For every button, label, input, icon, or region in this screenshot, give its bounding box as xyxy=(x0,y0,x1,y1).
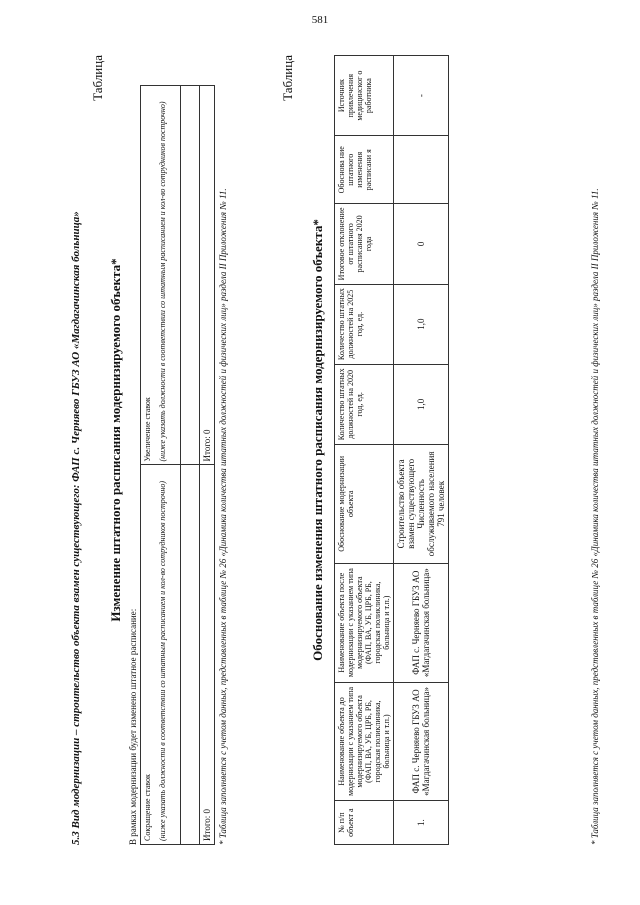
staff-justification-table xyxy=(334,55,449,845)
section-title: 5.3 Вид модернизации – строительство объекта взамен существующего: ФАП с. Черняево ГБУЗ АО «Магдагачинская больница» xyxy=(70,211,82,845)
increase-note: (ниже указать должности в соответствии со штатным расписанием и кол-во сотрудников построчно) xyxy=(158,101,167,462)
col-header: Обоснование модернизации объекта xyxy=(335,444,394,563)
reduction-note: (ниже указать должности в соответствии со штатным расписанием и кол-во сотрудников построчно) xyxy=(158,481,167,841)
col-header: Наименование объекта после модернизации с указанием типа модернизируемого объекта (ФАП, ВА, УБ, ЦРБ, РБ, городская поликлиника, больница и т.п.) xyxy=(335,563,394,682)
table2-footnote: * Таблица заполняется с учетом данных, представленных в таблице № 26 «Динамика количества штатных должностей и физических лиц» раздела II Приложения № 11. xyxy=(590,188,600,845)
justification xyxy=(394,136,449,204)
reduction-header: Сокращение ставок xyxy=(143,774,152,841)
worker-source: - xyxy=(394,56,449,136)
table2-heading: Обоснование изменения штатного расписания модернизируемого объекта* xyxy=(310,219,325,661)
table1-intro: В рамках модернизации будет изменено штатное расписание: xyxy=(128,608,138,845)
empty-cell xyxy=(181,86,200,466)
table2-label: Таблица xyxy=(280,55,295,101)
modernization-reason: Строительство объекта взамен существующего Численность обслуживаемого населения 791 человек xyxy=(394,444,449,563)
col-header: Количество штатных должностей на 2020 год, ед. xyxy=(335,364,394,444)
table1-label: Таблица xyxy=(90,55,105,101)
table-row xyxy=(394,56,449,845)
reduction-cell xyxy=(141,465,181,845)
increase-total: Итого: 0 xyxy=(200,86,215,466)
deviation: 0 xyxy=(394,204,449,284)
col-header: № п/п объект а xyxy=(335,801,394,845)
col-header: Итоговое отклонение от штатного расписания 2020 года xyxy=(335,204,394,284)
page-number: 581 xyxy=(311,14,329,26)
col-header: Источник привлечения медицинског о работника xyxy=(335,56,394,136)
col-header: Обоснова ние штатного изменения расписани я xyxy=(335,136,394,204)
object-after: ФАП с. Черняево ГБУЗ АО «Магдагачинская больница» xyxy=(394,563,449,682)
table1-footnote: * Таблица заполняется с учетом данных, представленных в таблице № 26 «Динамика количества штатных должностей и физических лиц» раздела II Приложения № 11. xyxy=(218,188,228,845)
table1-heading: Изменение штатного расписания модернизируемого объекта* xyxy=(108,258,123,622)
staff-2020: 1,0 xyxy=(394,364,449,444)
reduction-total: Итого: 0 xyxy=(200,465,215,845)
row-number: 1. xyxy=(394,801,449,845)
empty-cell xyxy=(181,465,200,845)
staff-2025: 1,0 xyxy=(394,284,449,364)
object-before: ФАП с. Черняево ГБУЗ АО «Магдагачинская больница» xyxy=(394,682,449,801)
increase-cell xyxy=(141,86,181,466)
increase-header: Увеличение ставок xyxy=(143,397,152,462)
col-header: Количество штатных должностей на 2025 год, ед. xyxy=(335,284,394,364)
col-header: Наименование объекта до модернизации с указанием типа модернизируемого объекта (ФАП, ВА, УБ, ЦРБ, РБ, городская поликлиника, больница и т.п.) xyxy=(335,682,394,801)
staff-change-table xyxy=(140,85,215,845)
